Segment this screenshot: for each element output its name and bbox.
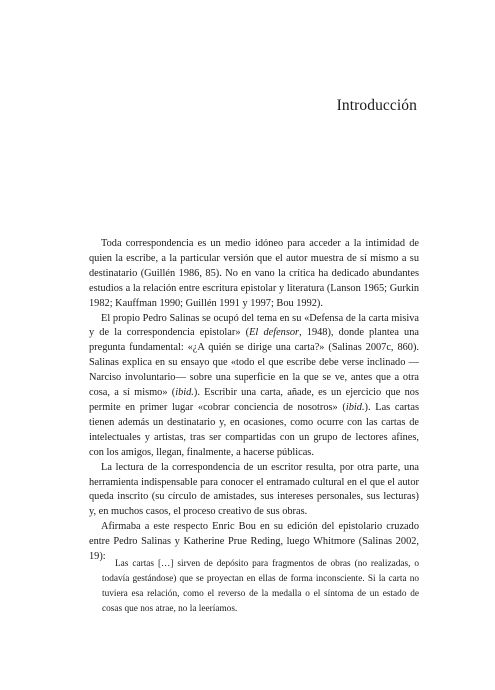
body-text (89, 237, 419, 565)
paragraph-2-segment: El propio Pedro Salinas se ocupó del tema en su «Defensa de la carta misiva y de la correspondencia epistolar» ( (89, 312, 419, 339)
block-quote (102, 557, 419, 617)
paragraph-3: La lectura de la correspondencia de un escritor resulta, por otra parte, una herramienta indispensable para conocer el entramado cultural en el que el autor queda inscrito (su círculo de amistades, sus intereses personales, sus lecturas) y, en muchos casos, el proceso creativo de sus obras. (89, 461, 419, 518)
chapter-title: Introducción (336, 97, 417, 114)
italic-ibid: ibid. (175, 387, 194, 399)
italic-ibid: ibid. (345, 401, 365, 413)
block-quote-text: Las cartas […] sirven de depósito para fragmentos de obras (no realizadas, o todavía gestándose) que se proyectan en ellas de forma inconsciente. Si la carta no tuviera esa relación, como el reverso de la medalla o el síntoma de un estado de cosas que nos atrae, no la leeríamos. (102, 559, 419, 614)
paragraph-2-segment: ). Escribir una carta, añade, es un ejercicio que nos permite en primer lugar «cobrar conciencia de nosotros» ( (89, 387, 419, 413)
paragraph-1: Toda correspondencia es un medio idóneo para acceder a la intimidad de quien la escribe, a la particular versión que el autor muestra de sí mismo a su destinatario (Guillén 1986, 85). No en vano la crítica ha dedicado abundantes estudios a la relación entre escritura epistolar y literatura (Lanson 1965; Gurkin 1982; Kauffman 1990; Guillén 1991 y 1997; Bou 1992). (89, 238, 419, 309)
paragraph-4: Afirmaba a este respecto Enric Bou en su edición del epistolario cruzado entre Pedro Salinas y Katherine Prue Reding, luego Whitmore (Salinas 2002, 19): (89, 521, 419, 563)
paragraph-2 (89, 312, 419, 461)
paragraph-2-segment: ). Las cartas tienen además un destinatario y, en ocasiones, como ocurre con las cartas de intelectuales y artistas, tras ser compartidas con un grupo de lectores afines, con los amigos, llegan, finalmente, a hacerse públicas. (89, 401, 419, 458)
paragraph-2-segment: , 1948), donde plantea una pregunta fundamental: «¿A quién se dirige una carta?» (Salinas 2007c, 860). Salinas explica en su ensayo que «todo el que escribe debe verse inclinado —Narciso involuntario— sobre una superficie en la que se ve, antes que a otra cosa, a sí mismo» ( (89, 327, 419, 399)
italic-title: El defensor (249, 327, 300, 339)
